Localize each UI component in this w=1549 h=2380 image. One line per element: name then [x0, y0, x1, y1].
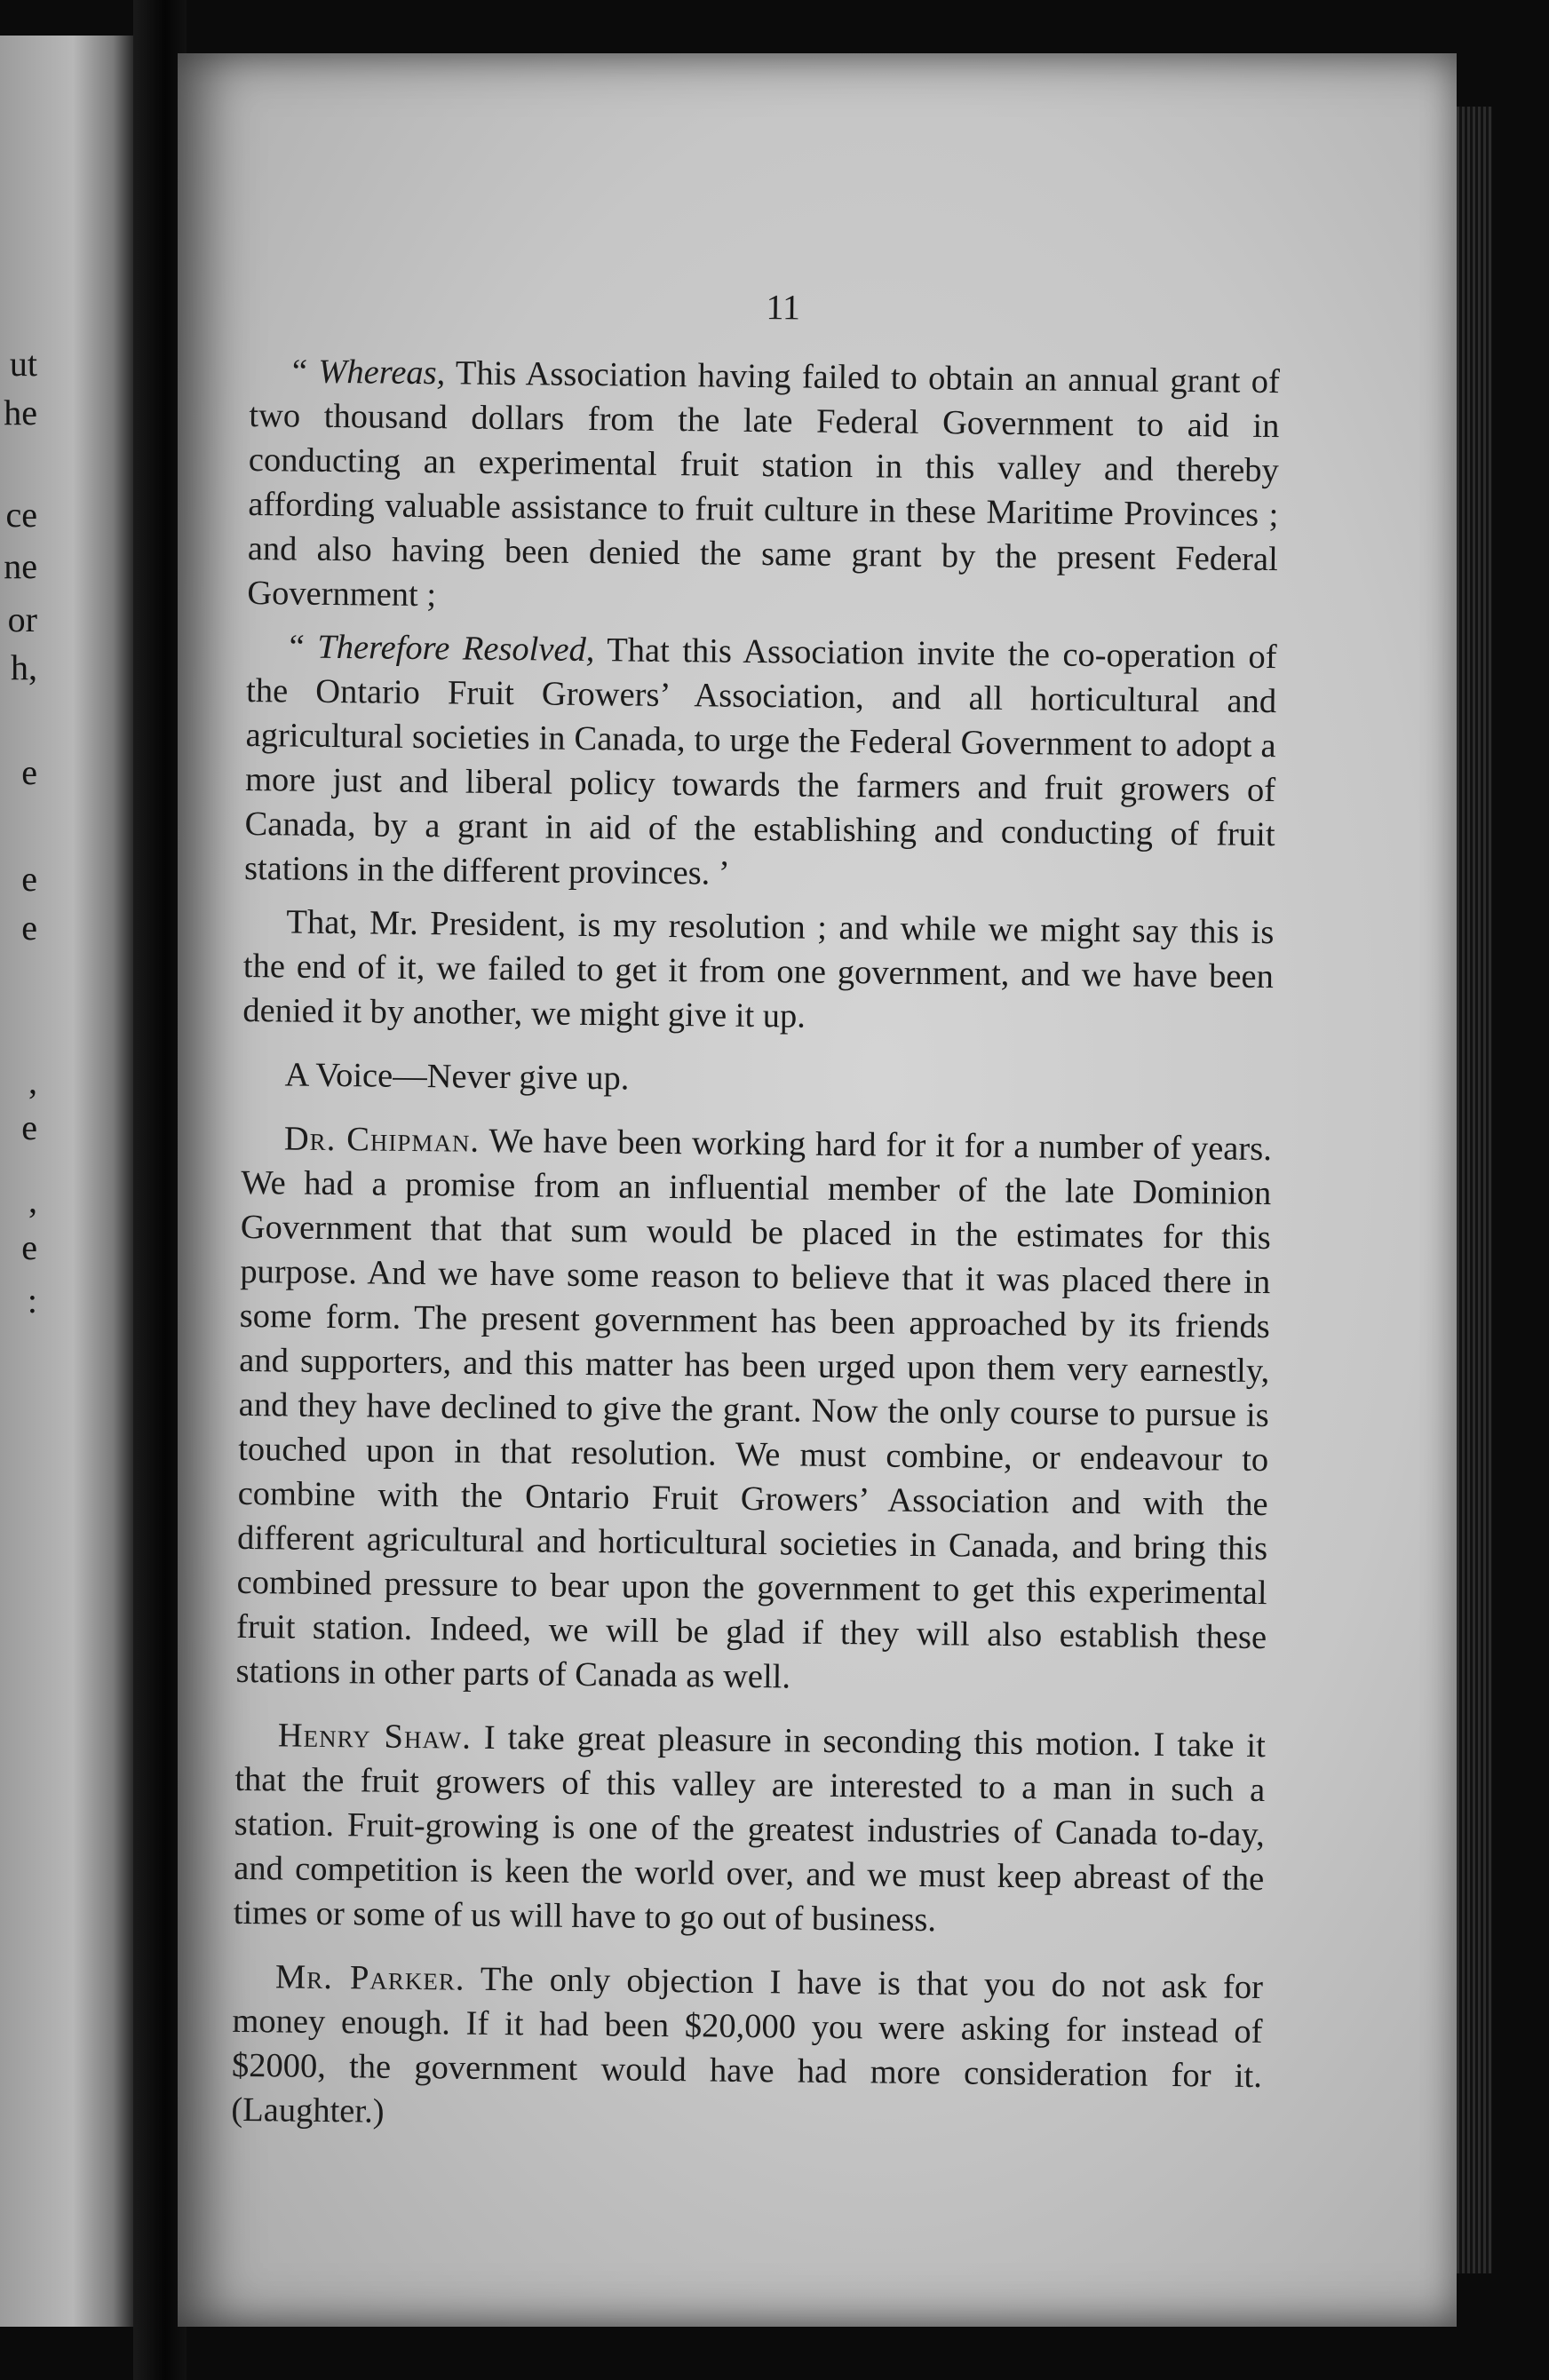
facing-page-fragment: ne: [4, 546, 37, 586]
facing-page-fragment: ,: [28, 1180, 37, 1220]
facing-page-fragment: e: [21, 1227, 37, 1267]
facing-page-fragment: e: [21, 752, 37, 792]
speaker-name: Mr. Parker.: [274, 1958, 465, 1998]
open-quote: “: [291, 353, 319, 391]
facing-page-fragment: ,: [28, 1061, 37, 1101]
paragraph-resolved: [244, 624, 1277, 901]
facing-page-fragment: he: [4, 393, 37, 432]
facing-page-fragment: e: [21, 1107, 37, 1147]
facing-page-fragment: ce: [5, 495, 37, 535]
paragraph-text: A Voice—Never give up.: [284, 1056, 630, 1098]
facing-page-fragment: ut: [9, 344, 37, 384]
facing-page-edge: [0, 36, 133, 2327]
paragraph-chipman: [235, 1116, 1272, 1704]
paragraph-text: I take great pleasure in seconding this motion. I take it that the fruit growers of this valley are interested to a man in such a station. Fruit-growing is one of the greatest industries of Canada to-day, and competition is keen the world over, and we must keep abreast of the times or some of us will have to go out of business.: [233, 1718, 1267, 1940]
page-number: 11: [766, 287, 801, 328]
paragraph-parker: [231, 1955, 1263, 2143]
facing-page-fragment: :: [27, 1281, 37, 1321]
speaker-name: Henry Shaw.: [277, 1717, 473, 1757]
paragraph-text: That this Association invite the co-operation of the Ontario Fruit Growers’ Association, and all horticultural and agricultural societies in Canada, to urge the Federal Government to adopt a more just and liberal policy towards the farmers and fruit growers of Canada, by a grant in aid of the establishing and conducting of fruit stations in the different provinces. ’: [243, 631, 1277, 892]
page-stack-edge: [1457, 107, 1492, 2273]
italic-lead: Whereas,: [318, 353, 446, 393]
facing-page-fragment: e: [21, 908, 37, 948]
speaker-name: Dr. Chipman.: [283, 1120, 481, 1160]
facing-page-fragment: or: [7, 599, 37, 639]
open-quote: “: [289, 628, 318, 666]
paragraph-voice: [242, 1052, 1272, 1107]
paragraph-text: That, Mr. President, is my resolution ; and while we might say this is the end of it, we failed to get it from one government, and we have been denied it by another, we might give it up.: [242, 903, 1275, 1035]
facing-page-fragment: h,: [11, 647, 37, 687]
facing-page-fragment: e: [21, 859, 37, 899]
paragraph-whereas: [247, 349, 1280, 626]
paragraph-shaw: [233, 1713, 1266, 1946]
paragraph-text: We have been working hard for it for a number of years. We had a promise from an influential member of the late Dominion Government that that sum would be placed in the estimates for this purpose. And we have some reason to believe that it was placed there in some form. The present government has been approached by its friends and supporters, and this matter has been urged upon them very earnestly, and they have declined to give the grant. Now the only course to pursue is touched upon in that resolution. We must combine, or endeavour to combine with the Ontario Fruit Growers’ Association and with the different agricultural and horticultural societies in Canada, and bring this combined pressure to bear upon the government to get this experimental fruit station. Indeed, we will be glad if they will also establish these stations in other parts of Canada as well.: [235, 1122, 1273, 1696]
paragraph-text: The only objection I have is that you do not ask for money enough. If it had been $20,000 you were asking for instead of $2000, the government would have had more consideration for it. (Laughter.): [231, 1960, 1264, 2130]
paragraph-president: [242, 900, 1275, 1043]
italic-lead: Therefore Resolved,: [317, 628, 595, 670]
page-text: [231, 281, 1281, 2162]
paragraph-text: This Association having failed to obtain an annual grant of two thousand dollars from the late Federal Government to aid in conducting an experimental fruit station in this valley and thereby affording valuable assistance to fruit culture in these Maritime Provinces ; and also having been denied the same grant by the present Federal Government ;: [247, 354, 1281, 615]
